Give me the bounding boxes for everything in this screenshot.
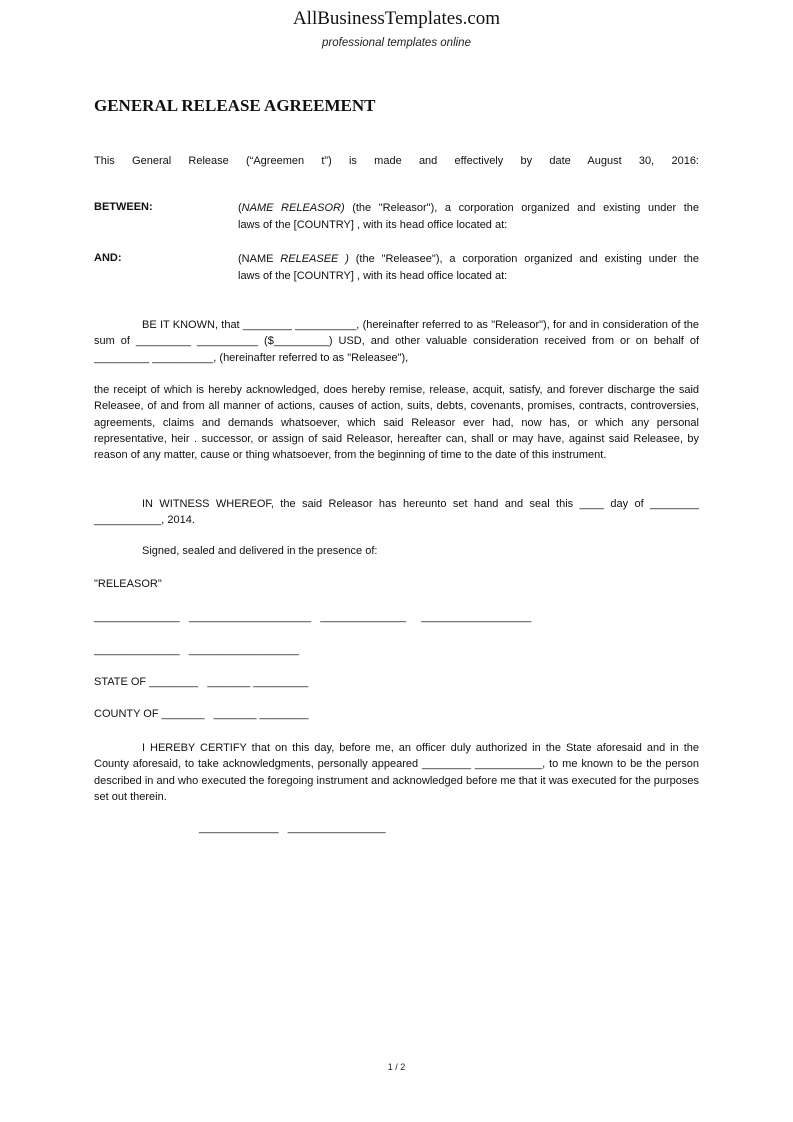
between-party-text <box>238 200 699 233</box>
between-label: BETWEEN: <box>94 201 153 213</box>
and-line-1 <box>238 251 699 268</box>
be-it-known-text: BE IT KNOWN, that ________ __________, (hereinafter referred to as "Releasor"), for and in consideration of the sum of _________ __________ ($_________) USD, and other valuable consideration received from or on behalf of _________ __________, (hereinafter referred to as "Releasee"), <box>94 319 699 364</box>
certify-text: I HEREBY CERTIFY that on this day, before me, an officer duly authorized in the State aforesaid and in the County aforesaid, to take acknowledgments, personally appeared ________ ___________, to me known to be the person described in and who executed the foregoing instrument and acknowledged before me that it was executed for the purposes set out therein. <box>94 742 699 803</box>
page-number: 1 / 2 <box>387 1062 406 1072</box>
releasee-name-placeholder: RELEASEE ) <box>280 253 349 265</box>
between-line-2: laws of the [COUNTRY] , with its head office located at: <box>238 218 508 231</box>
intro-paragraph: This General Release (“Agreemen t”) is made and effectively by date August 30, 2016: <box>94 155 699 167</box>
receipt-paragraph: the receipt of which is hereby acknowledged, does hereby remise, release, acquit, satisfy, and forever discharge the said Releasee, of and from all manner of actions, causes of action, suits, debts, covenants, promises, contracts, controversies, agreements, claims and demands whatsoever, which said Releasor ever had, now has, or which any personal representative, heir . successor, or assign of said Releasor, hereafter can, shall or may have, against said Releasee, by reason of any matter, cause or thing whatsoever, from the beginning of time to the date of this instrument. <box>94 384 699 462</box>
releasor-name-placeholder: NAME RELEASOR) <box>241 202 345 214</box>
be-it-known-paragraph <box>94 317 699 366</box>
certify-paragraph <box>94 740 699 805</box>
county-of-line: COUNTY OF _______ _______ ________ <box>94 708 309 720</box>
and-name-prefix: (NAME <box>238 253 281 265</box>
state-of-line: STATE OF ________ _______ _________ <box>94 676 309 688</box>
document-title: GENERAL RELEASE AGREEMENT <box>94 96 376 115</box>
signature-blanks-row-1: ______________ ____________________ ______________ __________________ <box>94 611 532 623</box>
signed-line: Signed, sealed and delivered in the presence of: <box>142 545 378 557</box>
and-line-1-rest: (the "Releasee"), a corporation organized and existing under the <box>348 253 699 265</box>
notary-signature-blanks: _____________ ________________ <box>199 822 386 834</box>
between-line-1: (NAME RELEASOR) (the "Releasor"), a corporation organized and existing under the <box>238 202 699 214</box>
and-line-2: laws of the [COUNTRY] , with its head office located at: <box>238 269 508 282</box>
releasor-label: "RELEASOR" <box>94 578 162 590</box>
and-party-text <box>238 251 699 284</box>
between-line-1-rest: (the "Releasor"), a corporation organized and existing under the <box>344 202 699 214</box>
signature-blanks-row-2: ______________ __________________ <box>94 644 299 656</box>
witness-text: IN WITNESS WHEREOF, the said Releasor has hereunto set hand and seal this ____ day of ________ ___________, 2014. <box>94 498 699 527</box>
witness-paragraph <box>94 496 699 529</box>
and-label: AND: <box>94 252 122 264</box>
brand-logo-text: AllBusinessTemplates.com <box>292 8 501 29</box>
brand-tagline: professional templates online <box>322 37 471 49</box>
